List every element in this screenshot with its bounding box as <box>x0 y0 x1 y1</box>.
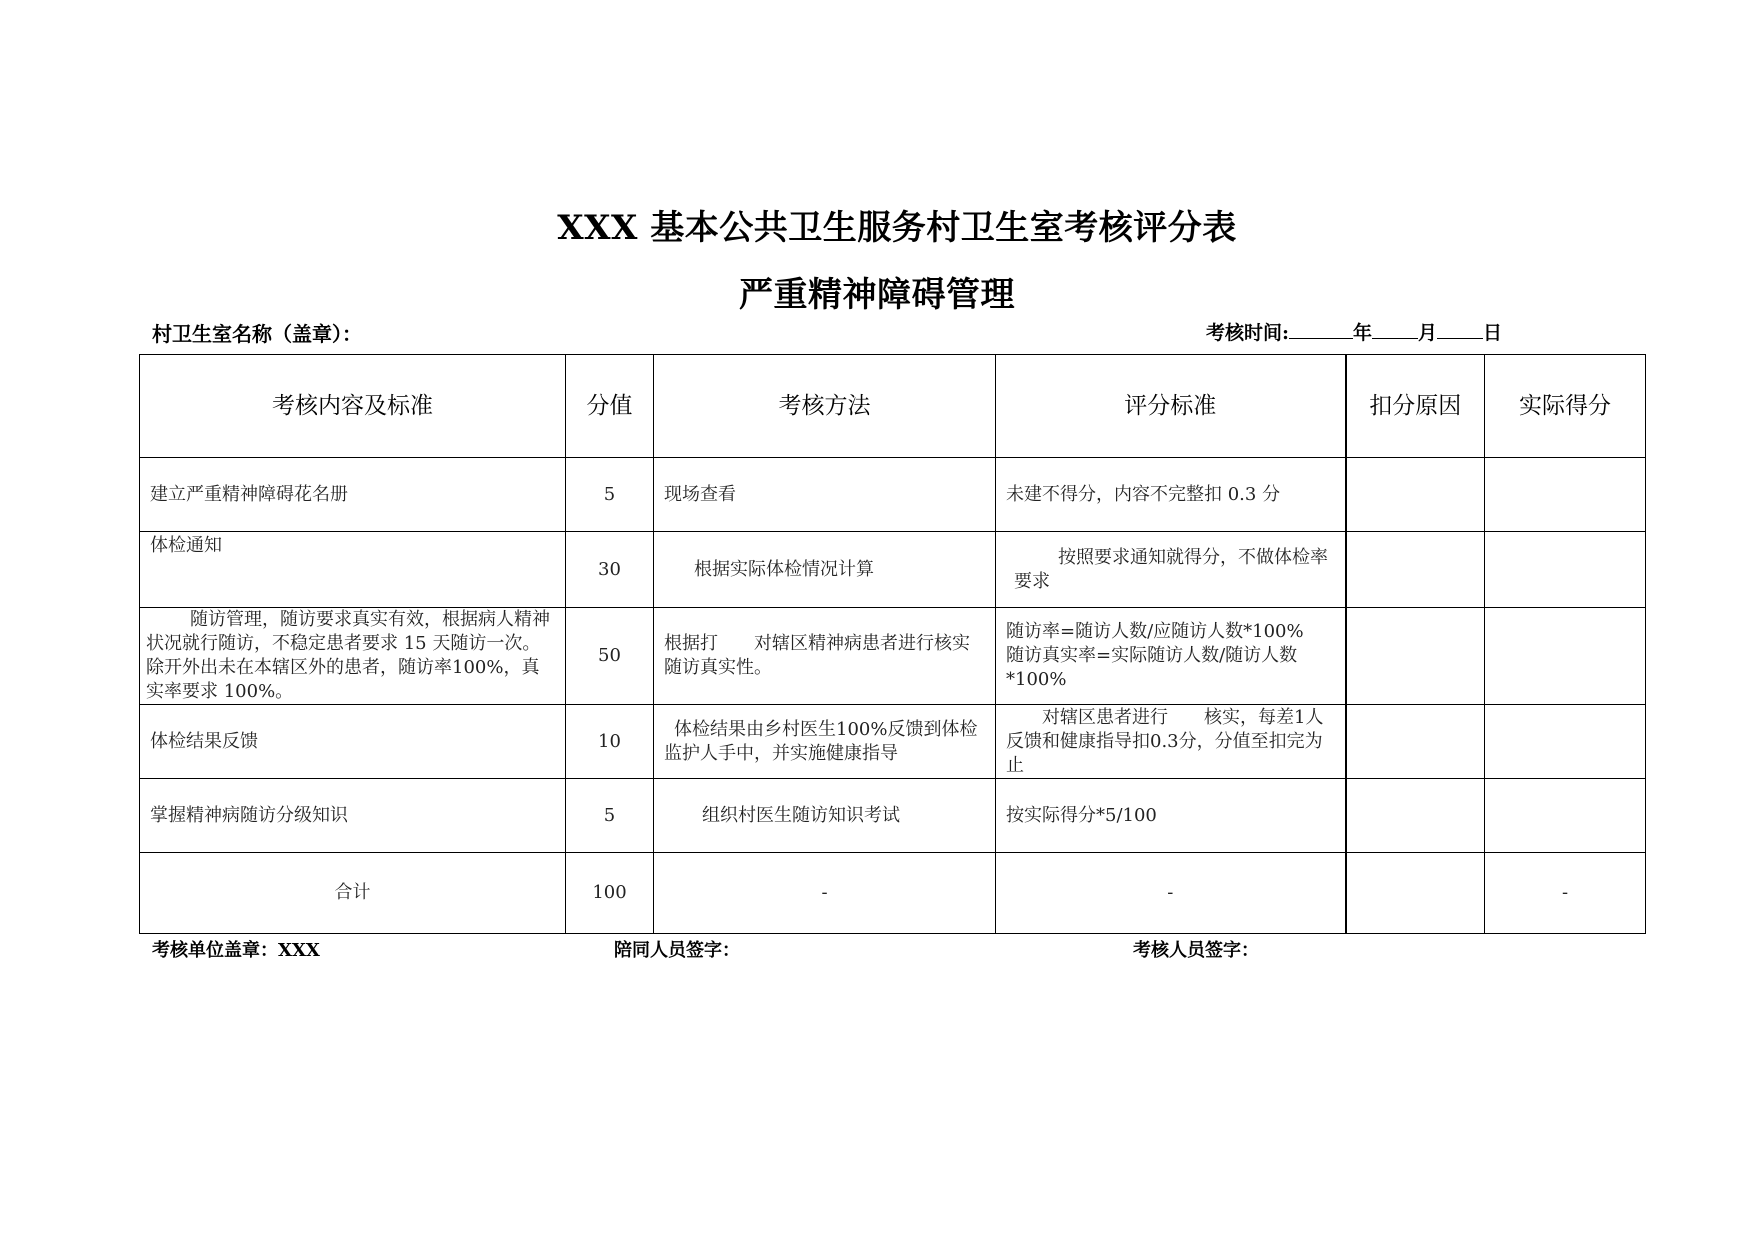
exam-time-label: 考核时间: <box>1206 322 1290 344</box>
table-row <box>140 779 1646 853</box>
row-method: 根据打 对辖区精神病患者进行核实随访真实性。 <box>654 608 996 705</box>
row-method <box>654 705 996 779</box>
row-criteria <box>996 608 1346 705</box>
total-method: - <box>654 853 996 934</box>
row-deduction-reason-cell[interactable] <box>1346 779 1485 853</box>
day-label: 日 <box>1483 322 1503 344</box>
row-criteria-text: 对辖区患者进行 核实，每差1人反馈和健康指导扣0.3分，分值至扣完为止 <box>1006 706 1324 776</box>
total-actual-score[interactable]: - <box>1485 853 1646 934</box>
row-deduction-reason-cell[interactable] <box>1346 532 1485 608</box>
clinic-name-label: 村卫生室名称（盖章）： <box>152 322 362 346</box>
row-deduction-reason-cell[interactable] <box>1346 608 1485 705</box>
row-criteria: 未建不得分，内容不完整扣 0.3 分 <box>996 458 1346 532</box>
row-deduction-reason-cell[interactable] <box>1346 458 1485 532</box>
title-line-1: XXX 基本公共卫生服务村卫生室考核评分表 <box>557 208 1237 248</box>
row-score: 10 <box>566 705 654 779</box>
header-content: 考核内容及标准 <box>140 355 566 458</box>
page-title <box>0 200 1754 316</box>
row-criteria-text: 按照要求通知就得分，不做体检率要求 <box>1014 546 1328 592</box>
row-deduction-reason-cell[interactable] <box>1346 705 1485 779</box>
unit-seal-label: 考核单位盖章：XXX <box>152 940 320 961</box>
row-content-text: 随访管理，随访要求真实有效，根据病人精神状况就行随访，不稳定患者要求 15 天随访一次。除开外出未在本辖区外的患者，随访率100%，真实率要求 100%。 <box>146 609 550 702</box>
day-blank[interactable] <box>1437 322 1483 339</box>
total-criteria: - <box>996 853 1346 934</box>
header-criteria: 评分标准 <box>996 355 1346 458</box>
row-actual-score-cell[interactable] <box>1485 779 1646 853</box>
row-criteria <box>996 532 1346 608</box>
title-line-2: 严重精神障碍管理 <box>739 275 1015 315</box>
table-row <box>140 608 1646 705</box>
row-content: 体检通知 <box>140 532 566 608</box>
header-actual-score: 实际得分 <box>1485 355 1646 458</box>
row-content: 体检结果反馈 <box>140 705 566 779</box>
total-deduction-reason-cell[interactable] <box>1346 853 1485 934</box>
row-method-text: 体检结果由乡村医生100%反馈到体检监护人手中，并实施健康指导 <box>664 718 978 764</box>
row-score: 50 <box>566 608 654 705</box>
row-actual-score-cell[interactable] <box>1485 532 1646 608</box>
row-score: 5 <box>566 779 654 853</box>
row-actual-score-cell[interactable] <box>1485 458 1646 532</box>
row-method: 组织村医生随访知识考试 <box>654 779 996 853</box>
row-score: 30 <box>566 532 654 608</box>
row-criteria <box>996 705 1346 779</box>
examiner-signature-label: 考核人员签字： <box>1133 940 1259 961</box>
row-content <box>140 608 566 705</box>
table-row <box>140 705 1646 779</box>
row-criteria-line-1: 随访率=随访人数/应随访人数*100% <box>1006 621 1304 642</box>
month-blank[interactable] <box>1372 322 1418 339</box>
year-blank[interactable] <box>1289 322 1353 339</box>
row-criteria: 按实际得分*5/100 <box>996 779 1346 853</box>
year-label: 年 <box>1353 322 1373 344</box>
header-score: 分值 <box>566 355 654 458</box>
row-actual-score-cell[interactable] <box>1485 608 1646 705</box>
row-method: 根据实际体检情况计算 <box>654 532 996 608</box>
row-content: 建立严重精神障碍花名册 <box>140 458 566 532</box>
table-row <box>140 458 1646 532</box>
total-label: 合计 <box>140 853 566 934</box>
row-actual-score-cell[interactable] <box>1485 705 1646 779</box>
exam-time-line <box>1206 318 1502 345</box>
total-score: 100 <box>566 853 654 934</box>
header-deduction-reason: 扣分原因 <box>1346 355 1485 458</box>
table-row <box>140 532 1646 608</box>
accompany-signature-label: 陪同人员签字： <box>614 940 740 961</box>
row-method: 现场查看 <box>654 458 996 532</box>
month-label: 月 <box>1418 322 1438 344</box>
score-table <box>139 354 1646 934</box>
header-row <box>140 355 1646 458</box>
total-row <box>140 853 1646 934</box>
row-score: 5 <box>566 458 654 532</box>
header-method: 考核方法 <box>654 355 996 458</box>
row-criteria-line-2: 随访真实率=实际随访人数/随访人数*100% <box>1006 645 1298 690</box>
row-content: 掌握精神病随访分级知识 <box>140 779 566 853</box>
